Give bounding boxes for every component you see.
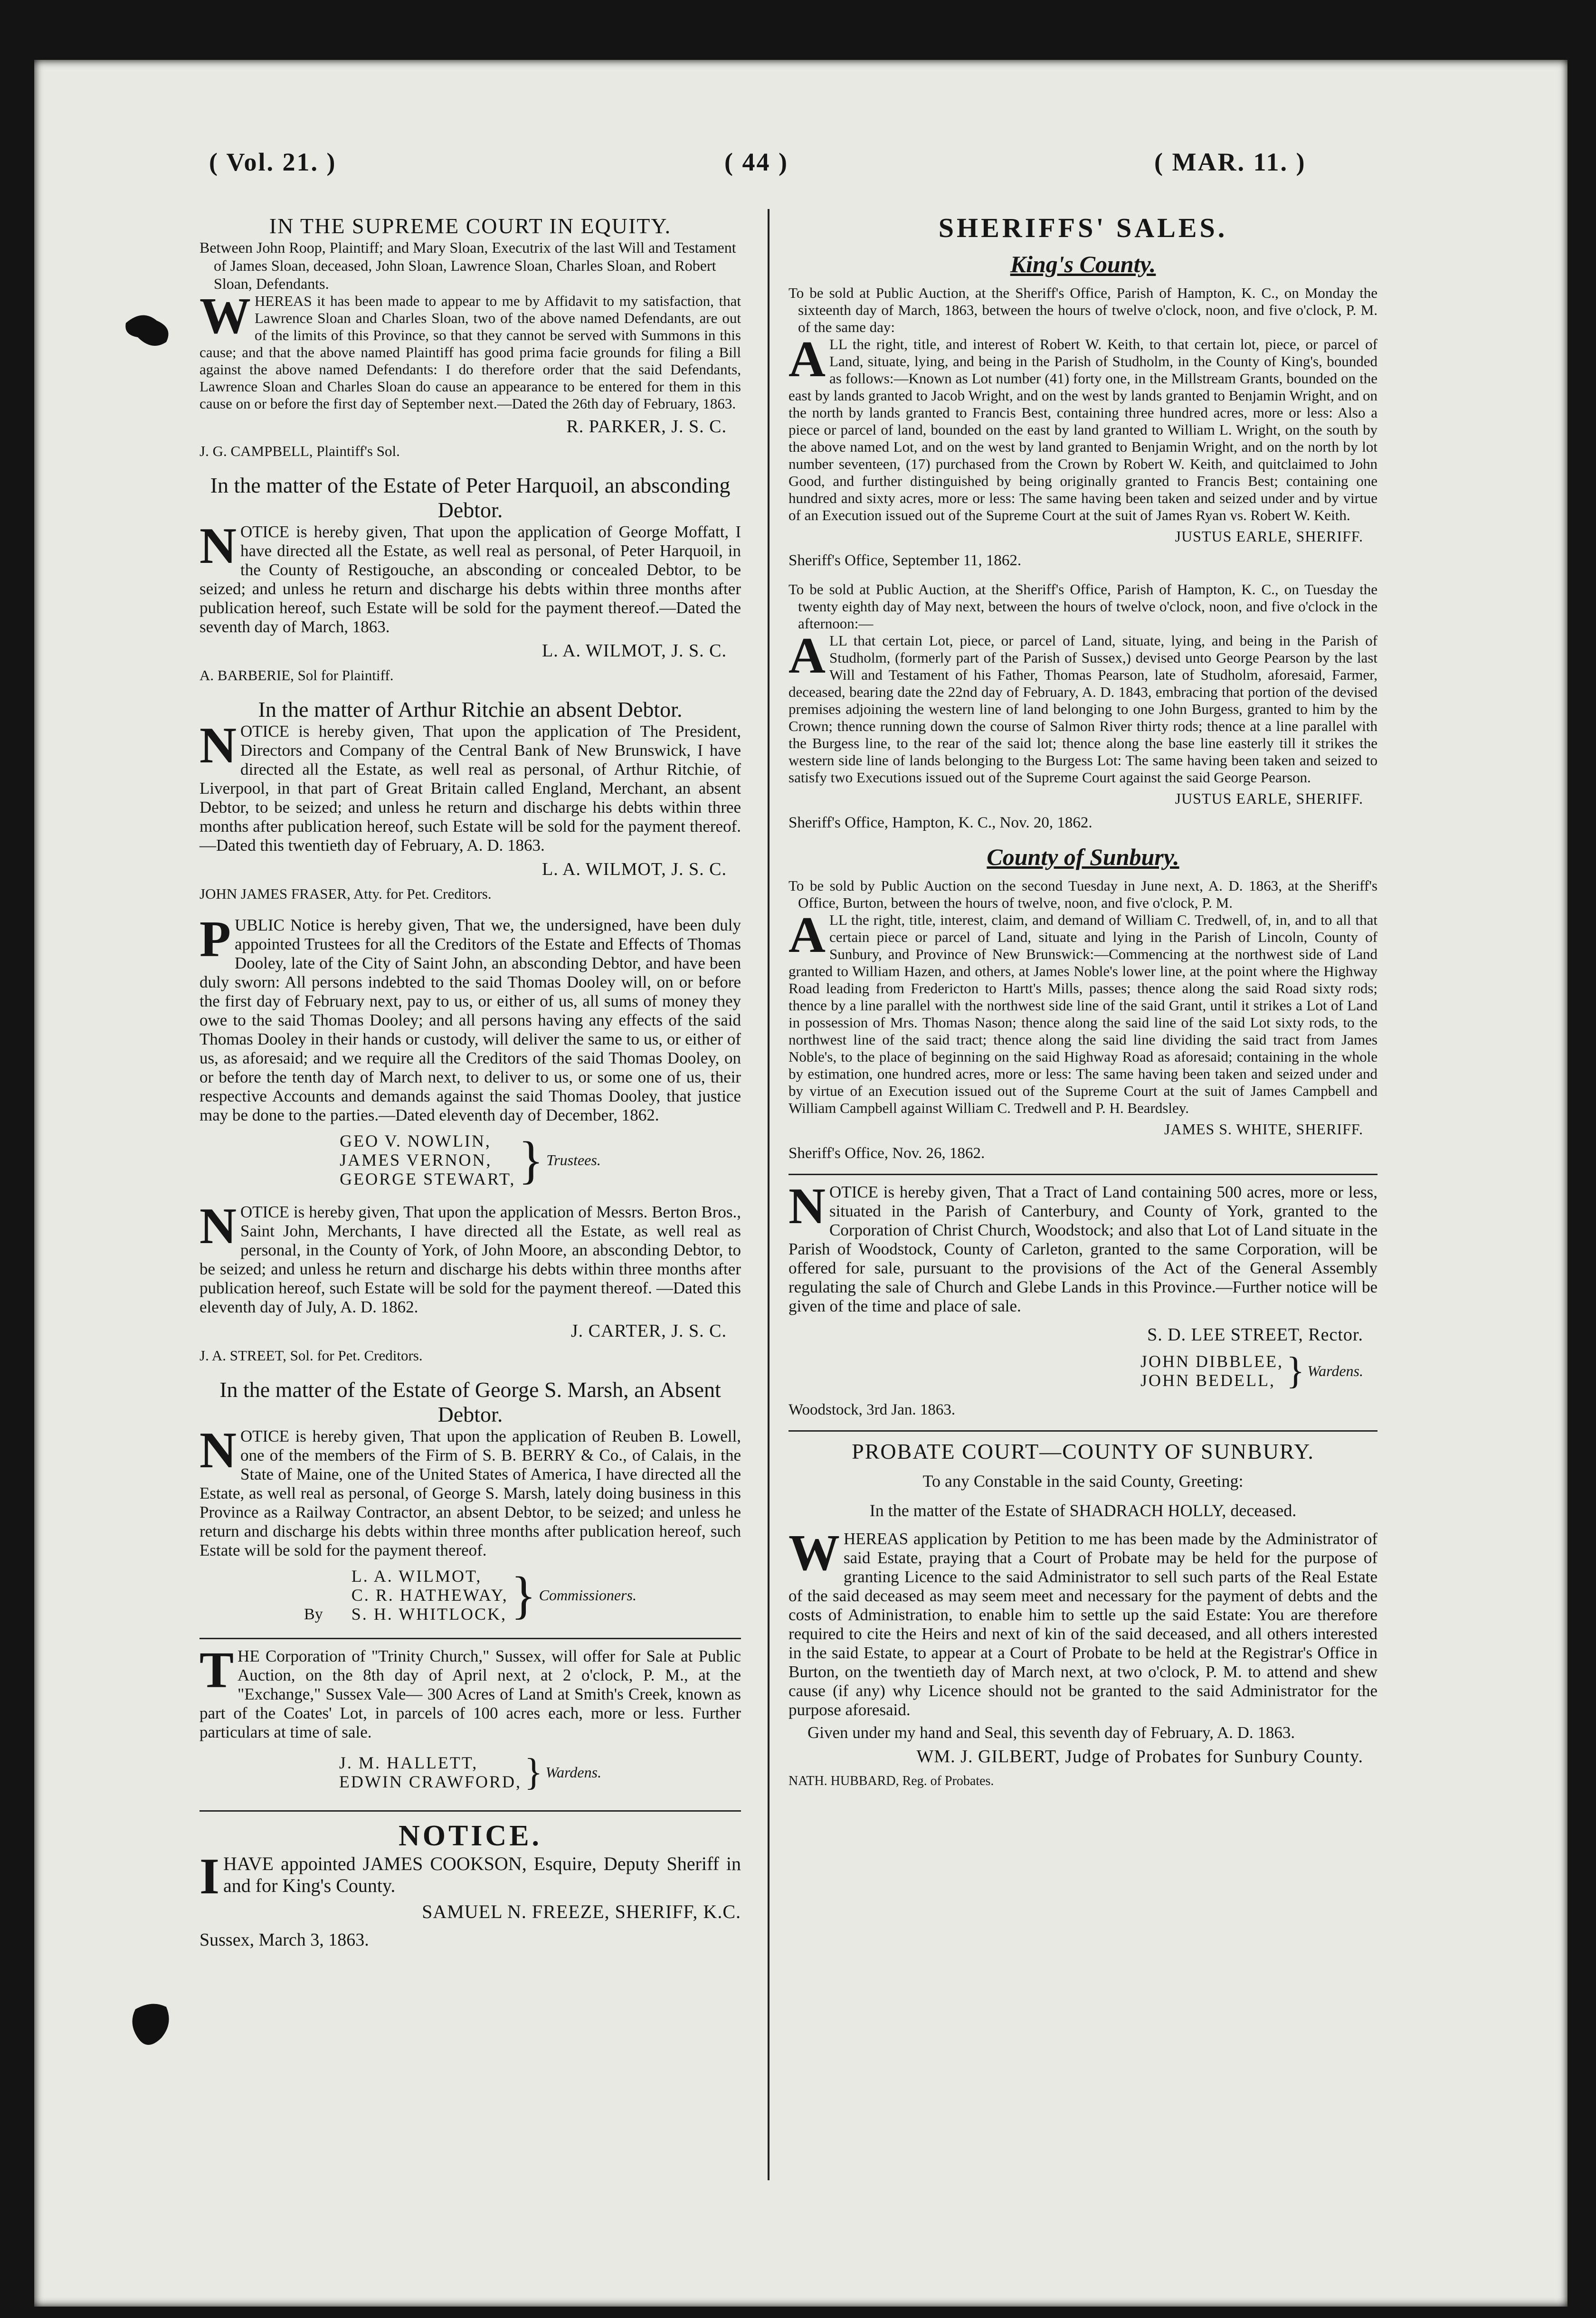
harquoil-signature: L. A. WILMOT, J. S. C. bbox=[542, 641, 727, 661]
kings1-intro: To be sold at Public Auction, at the Sheriff's Office, Parish of Hampton, K. C., on Monday the sixteenth day of March, 1863, between the hours of twelve o'clock, noon, and five o'clock, P. M. of the same day: bbox=[788, 285, 1378, 335]
moore-solicitor: J. A. STREET, Sol. for Pet. Creditors. bbox=[200, 1347, 423, 1364]
probate-registrar: NATH. HUBBARD, Reg. of Probates. bbox=[788, 1774, 994, 1788]
probate-given: Given under my hand and Seal, this seventh day of February, A. D. 1863. bbox=[808, 1723, 1295, 1742]
probate-greeting: To any Constable in the said County, Greeting: bbox=[922, 1472, 1244, 1491]
kings-county-heading: King's County. bbox=[1010, 251, 1156, 277]
trustee-name: JAMES VERNON, bbox=[340, 1150, 492, 1169]
kings1-body: LL the right, title, and interest of Robert W. Keith, to that certain lot, piece, or parcel of Land, situate, lying, and being in the Parish of Studholm, in the County of King's, bounded as follows:—Known as Lot number (41) forty one, in the Millstream Grants, bounded on the east by lands granted to Jacob Wright, and on the west by lands granted to Benjamin Wright, and on the north by lands granted to Francis Best, containing three hundred acres, more or less: Also a piece or parcel of land, bounded on the east by land granted to William L. Wright, on the south by the above named Lot, and on the west by land granted to Benjamin Wright, and on the north by lot number seventeen, (17) purchased from the Crown by Robert W. Keith, and quitclaimed to John Good, and further distinguished by being originally granted to Francis Best; containing one hundred and sixty acres, more or less: The same having been taken and seized under and by virtue of an Execution issued out of the Supreme Court at the suit of James Ryan vs. Robert W. Keith. bbox=[788, 336, 1378, 523]
column-divider bbox=[768, 209, 770, 2180]
probate-notice bbox=[788, 1525, 1378, 1720]
warden-name: J. M. HALLETT, bbox=[339, 1753, 478, 1772]
moore-notice bbox=[200, 1198, 741, 1317]
ritchie-title: In the matter of Arthur Ritchie an absent Debtor. bbox=[258, 697, 683, 722]
sheriffs-sales-title: SHERIFFS' SALES. bbox=[938, 212, 1228, 243]
page-number: ( 44 ) bbox=[724, 148, 788, 176]
trinity-notice bbox=[200, 1642, 741, 1742]
dooley-body: UBLIC Notice is hereby given, That we, the undersigned, have been duly appointed Trustees for all the Creditors of the Estate and Effects of Thomas Dooley, late of the City of Saint John, an absconding Debtor, and have been duly sworn: All persons indebted to the said Thomas Dooley will, on or before the first day of February next, pay to us, or either of us, all sums of money they owe to the said Thomas Dooley; and all persons having any effects of the said Thomas Dooley in their hands or custody, will deliver the same to us, or either of us, as aforesaid; and we require all the Creditors of the said Thomas Dooley, on or before the tenth day of March next, to deliver to us, or some one of us, their respective Accounts and demands against the said Thomas Dooley, that justice may be done to the parties.—Dated eleventh day of December, 1862. bbox=[200, 916, 741, 1124]
commissioner-name: C. R. HATHEWAY, bbox=[351, 1586, 508, 1605]
commissioner-name: L. A. WILMOT, bbox=[351, 1567, 482, 1586]
kings2-signature: JUSTUS EARLE, SHERIFF. bbox=[1175, 790, 1363, 807]
sunbury-body: LL the right, title, interest, claim, and demand of William C. Tredwell, of, in, and to all that certain piece or parcel of Land, situate and lying in the Parish of Lincoln, County of Sunbury, and Province of New Brunswick:—Commencing at the northwest side of Land granted to William Hazen, and others, at James Noble's lower line, at the point where the Highway Road leading from Fredericton to Hartt's Mills, passes; thence along the said Road sixty rods; thence by a line parallel with the northwest side line of the said Grant, until it strikes a Lot of Land in possession of Mrs. Thomas Nason; thence along the said line of the said Lot sixty rods, to the northwest line of the said tract; thence along the said line dividing the said tract from James Noble's, to the place of beginning on the said Highway Road as aforesaid; containing in the whole by estimation, one hundred acres, more or less: The same having been taken and seized under and by virtue of an Execution issued out of the Supreme Court at the suit of James Campbell and William Campbell against William C. Tredwell and P. H. Beardsley. bbox=[788, 912, 1378, 1116]
equity-notice bbox=[200, 288, 741, 412]
left-column bbox=[200, 209, 741, 1962]
kings2-date: Sheriff's Office, Hampton, K. C., Nov. 20, 1862. bbox=[788, 814, 1092, 831]
harquoil-title: In the matter of the Estate of Peter Harquoil, an absconding Debtor. bbox=[210, 473, 731, 522]
harquoil-solicitor: A. BARBERIE, Sol for Plaintiff. bbox=[200, 667, 394, 684]
wardens-role: Wardens. bbox=[1307, 1362, 1363, 1379]
ritchie-notice bbox=[200, 717, 741, 855]
warden-name: JOHN BEDELL, bbox=[1140, 1371, 1275, 1390]
probate-body: HEREAS application by Petition to me has been made by the Administrator of said Estate, praying that a Court of Probate may be held for the purpose of granting Licence to the said Administrator to sell such parts of the Real Estate of the said deceased as may seem meet and necessary for the payment of debts and the costs of Administration, to enable him to settle up the said Estate: You are therefore required to cite the Heirs and next of kin of the said deceased, and all others interested in the said Estate, to appear at a Court of Probate to be held at the Registrar's Office in Burton, on the twentieth day of March next, at two o'clock, P. M. to attend and shew cause (if any) why Licence should not be granted to the said Administrator for the purpose aforesaid. bbox=[788, 1530, 1378, 1719]
drop-cap: N bbox=[200, 717, 237, 774]
kings2-notice bbox=[788, 627, 1378, 786]
drop-cap: P bbox=[200, 911, 231, 968]
drop-cap: T bbox=[200, 1642, 234, 1699]
brace-glyph: } bbox=[511, 1566, 536, 1624]
drop-cap: N bbox=[200, 518, 237, 574]
moore-body: OTICE is hereby given, That upon the application of Messrs. Berton Bros., Saint John, Merchants, I have directed all the Estate, as well real as personal, in the County of York, of John Moore, an absconding Debtor, to be seized; and unless he return and discharge his debts within three months after publication hereof, such Estate will be sold for the payment thereof. —Dated this eleventh day of July, A. D. 1862. bbox=[200, 1203, 741, 1316]
wardens-role: Wardens. bbox=[545, 1763, 602, 1781]
notice-title: NOTICE. bbox=[398, 1820, 542, 1852]
commissioner-name: S. H. WHITLOCK, bbox=[351, 1605, 507, 1624]
issue-date: ( MAR. 11. ) bbox=[1154, 148, 1306, 176]
sunbury-notice bbox=[788, 907, 1378, 1117]
equity-body: HEREAS it has been made to appear to me by Affidavit to my satisfaction, that Lawrence Sloan and Charles Sloan, two of the above named Defendants, are out of the limits of this Province, so that they cannot be served with Summons in this cause; and that the above named Plaintiff has good prima facie grounds for filing a Bill against the above named Defendants: I do therefore order that the said Defendants, Lawrence Sloan and Charles Sloan do cause an appearance to be entered for them in this cause on or before the first day of September next.—Dated the 26th day of February, 1863. bbox=[200, 293, 741, 412]
equity-parties: Between John Roop, Plaintiff; and Mary Sloan, Executrix of the last Will and Testament of James Sloan, deceased, John Sloan, Lawrence Sloan, Charles Sloan, and Robert Sloan, Defendants. bbox=[200, 239, 736, 292]
kings1-signature: JUSTUS EARLE, SHERIFF. bbox=[1175, 528, 1363, 545]
ritchie-signature: L. A. WILMOT, J. S. C. bbox=[542, 859, 727, 879]
trinity-body: HE Corporation of "Trinity Church," Sussex, will offer for Sale at Public Auction, on the 8th day of April next, at 2 o'clock, P. M., at the "Exchange," Sussex Vale— 300 Acres of Land at Smith's Creek, known as part of the Coates' Lot, in parcels of 100 acres each, more or less. Further particulars at time of sale. bbox=[200, 1647, 741, 1741]
dooley-trustees bbox=[200, 1131, 741, 1188]
ritchie-solicitor: JOHN JAMES FRASER, Atty. for Pet. Creditors. bbox=[200, 885, 492, 902]
christ-church-body: OTICE is hereby given, That a Tract of Land containing 500 acres, more or less, situated in the Parish of Canterbury, and County of York, granted to the Corporation of Christ Church, Woodstock; and also that Lot of Land situate in the Parish of Woodstock, County of Carleton, granted to the same Corporation, will be offered for sale, pursuant to the provisions of the Act of the General Assembly regulating the sale of Church and Glebe Lands in this Province.—Further notice will be given of the time and place of sale. bbox=[788, 1183, 1378, 1315]
equity-solicitor: J. G. CAMPBELL, Plaintiff's Sol. bbox=[200, 443, 400, 459]
brace-glyph: } bbox=[1286, 1350, 1305, 1392]
ink-blot-upper bbox=[124, 309, 176, 352]
marsh-body: OTICE is hereby given, That upon the application of Reuben B. Lowell, one of the members of the Firm of S. B. BERRY & Co., of Calais, in the State of Maine, one of the United States of America, I have directed all the Estate, as well real as personal, of George S. Marsh, lately doing business in this Province as a Railway Contractor, an absent Debtor, to be seized; and unless he return and discharge his debts within three months after publication hereof, such Estate will be sold for the payment thereof. bbox=[200, 1427, 741, 1559]
christ-wardens bbox=[788, 1347, 1363, 1395]
drop-cap: A bbox=[788, 907, 826, 963]
section-rule bbox=[788, 1430, 1378, 1432]
deputy-date: Sussex, March 3, 1863. bbox=[200, 1930, 369, 1950]
kings2-intro: To be sold at Public Auction, at the Sheriff's Office, Parish of Hampton, K. C., on Tuesday the twenty eighth day of May next, between the hours of twelve o'clock, noon, and five o'clock in the afternoon:— bbox=[788, 581, 1378, 632]
warden-name: EDWIN CRAWFORD, bbox=[339, 1772, 522, 1791]
section-rule bbox=[200, 1638, 741, 1639]
warden-name: JOHN DIBBLEE, bbox=[1140, 1352, 1283, 1371]
sunbury-signature: JAMES S. WHITE, SHERIFF. bbox=[1164, 1121, 1363, 1138]
deputy-notice bbox=[200, 1848, 741, 1905]
drop-cap: W bbox=[200, 288, 251, 344]
section-rule bbox=[200, 1810, 741, 1812]
brace-glyph: } bbox=[524, 1751, 543, 1793]
by-label: By bbox=[304, 1606, 323, 1623]
ink-blot-lower bbox=[128, 2000, 176, 2052]
kings1-notice bbox=[788, 331, 1378, 524]
commissioners-role: Commissioners. bbox=[539, 1586, 636, 1604]
dooley-notice bbox=[200, 911, 741, 1125]
trustee-name: GEORGE STEWART, bbox=[340, 1169, 516, 1188]
probate-title: PROBATE COURT—COUNTY OF SUNBURY. bbox=[852, 1439, 1314, 1463]
volume-label: ( Vol. 21. ) bbox=[209, 148, 337, 176]
section-rule bbox=[788, 1174, 1378, 1175]
trinity-wardens bbox=[200, 1748, 741, 1796]
drop-cap: N bbox=[788, 1178, 826, 1235]
probate-signature: WM. J. GILBERT, Judge of Probates for Sunbury County. bbox=[916, 1747, 1363, 1767]
drop-cap: N bbox=[200, 1422, 237, 1479]
brace-glyph: } bbox=[518, 1131, 544, 1189]
drop-cap: A bbox=[788, 627, 826, 684]
marsh-commissioners bbox=[200, 1567, 741, 1624]
trustees-role: Trustees. bbox=[546, 1151, 601, 1168]
harquoil-notice bbox=[200, 518, 741, 636]
marsh-notice bbox=[200, 1422, 741, 1560]
deputy-body: HAVE appointed JAMES COOKSON, Esquire, Deputy Sheriff in and for King's County. bbox=[223, 1853, 741, 1896]
equity-signature: R. PARKER, J. S. C. bbox=[566, 417, 727, 437]
sunbury-intro: To be sold by Public Auction on the second Tuesday in June next, A. D. 1863, at the Sheriff's Office, Burton, between the hours of twelve, noon, and five o'clock, P. M. bbox=[788, 877, 1378, 911]
drop-cap: N bbox=[200, 1198, 237, 1254]
sunbury-county-heading: County of Sunbury. bbox=[987, 844, 1179, 870]
kings2-body: LL that certain Lot, piece, or parcel of Land, situate, lying, and being in the Parish of Studholm, (formerly part of the Parish of Sussex,) devised unto George Pearson by the last Will and Testament of his Father, Thomas Pearson, late of Studholm, aforesaid, Farmer, deceased, bearing date the 22nd day of February, A. D. 1843, embracing that portion of the devised premises adjoining the western line of land belonging to one John Burgess, granted to him by the Crown; thence running down the course of Salmon River thirty rods; thence at a line parallel with the Burgess line, to the rear of the said lot; thence along the base line easterly till it strikes the western side line of lands belonging to the Burgess Lot: The same having been taken and seized to satisfy two Executions issued out of the Supreme Court against the said George Pearson. bbox=[788, 632, 1378, 786]
probate-matter: In the matter of the Estate of SHADRACH HOLLY, deceased. bbox=[869, 1501, 1297, 1520]
drop-cap: I bbox=[200, 1848, 220, 1905]
harquoil-body: OTICE is hereby given, That upon the application of George Moffatt, I have directed all the Estate, as well real as personal, of Peter Harquoil, in the County of Restigouche, an absconding or concealed Debtor, to be seized; and unless he return and discharge his debts within three months after publication hereof, such Estate will be sold for the payment thereof.—Dated the seventh day of March, 1863. bbox=[200, 522, 741, 636]
equity-title: IN THE SUPREME COURT IN EQUITY. bbox=[269, 214, 672, 238]
christ-church-notice bbox=[788, 1178, 1378, 1316]
marsh-title: In the matter of the Estate of George S. Marsh, an Absent Debtor. bbox=[219, 1378, 721, 1426]
christ-date: Woodstock, 3rd Jan. 1863. bbox=[788, 1401, 956, 1418]
sunbury-date: Sheriff's Office, Nov. 26, 1862. bbox=[788, 1145, 985, 1162]
deputy-signature: SAMUEL N. FREEZE, SHERIFF, K.C. bbox=[422, 1901, 741, 1922]
right-column bbox=[788, 209, 1378, 1800]
trustee-name: GEO V. NOWLIN, bbox=[340, 1131, 491, 1150]
drop-cap: W bbox=[788, 1525, 840, 1581]
moore-signature: J. CARTER, J. S. C. bbox=[570, 1321, 727, 1341]
rector-signature: S. D. LEE STREET, Rector. bbox=[1147, 1325, 1363, 1345]
drop-cap: A bbox=[788, 331, 826, 388]
ritchie-body: OTICE is hereby given, That upon the application of The President, Directors and Company of the Central Bank of New Brunswick, I have directed all the Estate, as well real as personal, of Arthur Ritchie, of Liverpool, in that part of Great Britain called England, Merchant, an absent Debtor, to be seized; and unless he return and discharge his debts within three months after publication hereof, such Estate will be sold for the payment thereof.—Dated this twentieth day of February, A. D. 1863. bbox=[200, 722, 741, 855]
kings1-date: Sheriff's Office, September 11, 1862. bbox=[788, 552, 1022, 569]
